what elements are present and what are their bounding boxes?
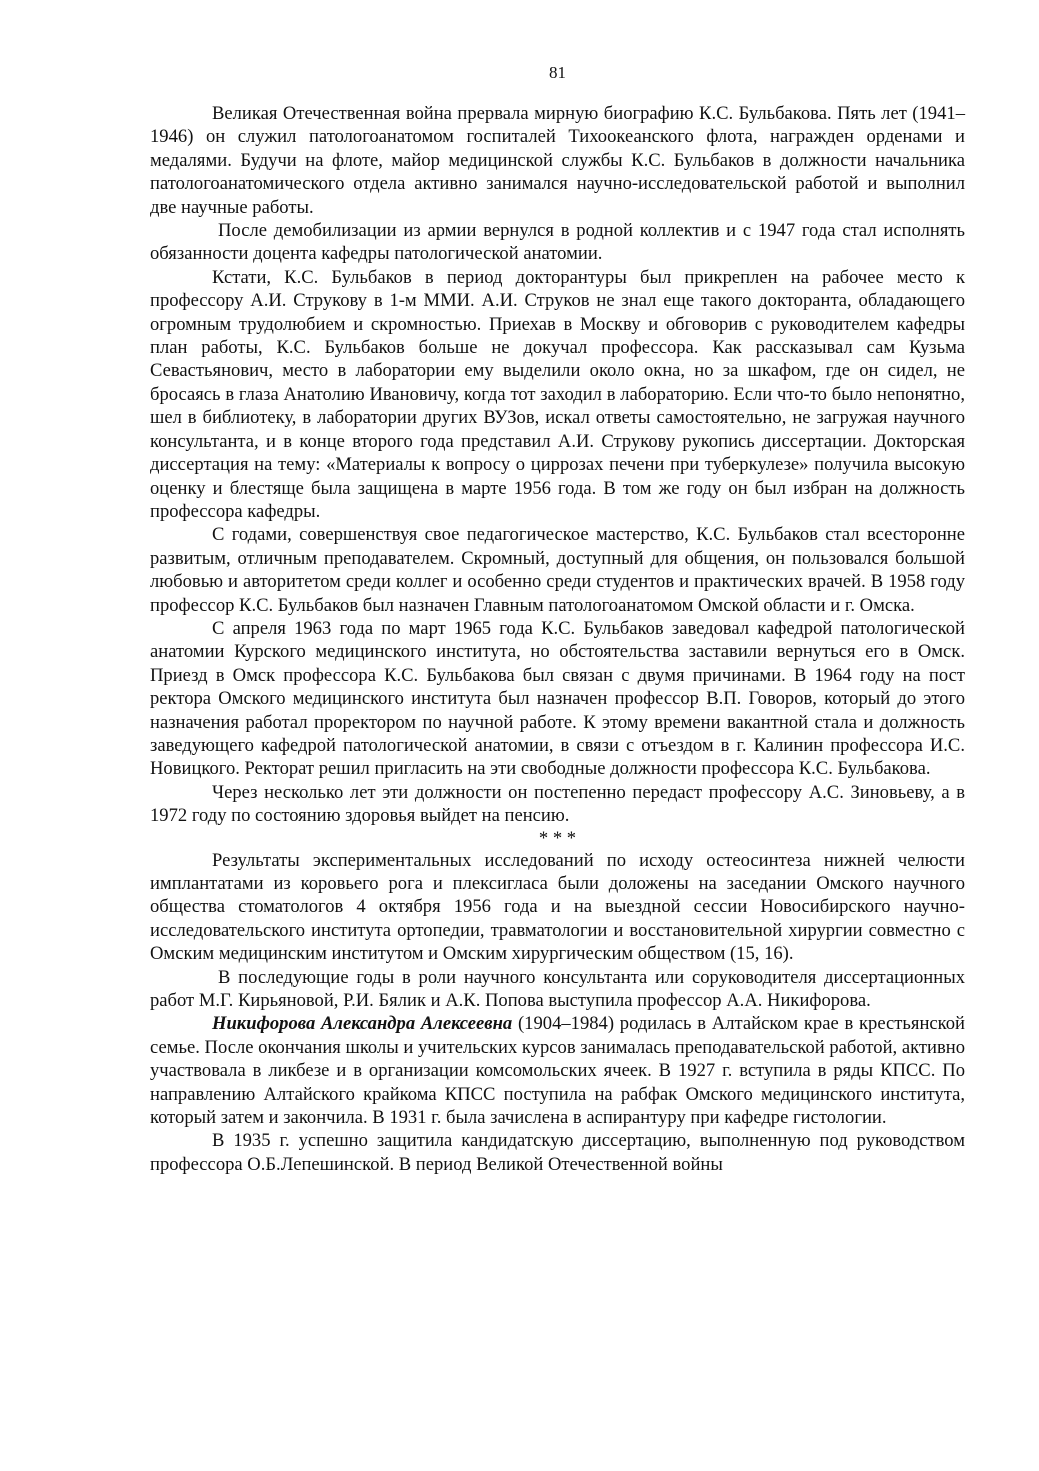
body-text bbox=[150, 102, 965, 1176]
paragraph-kursk: С апреля 1963 года по март 1965 года К.С. Бульбаков заведовал кафедрой патологической анатомии Курского медицинского института, но обстоятельства заставили вернуться его в Омск. Приезд в Омск профессора К.С. Бульбакова был связан с двумя причинами. В 1964 году на пост ректора Омского медицинского института был назначен профессор В.П. Говоров, который до этого назначения работал проректором по научной работе. К этому времени вакантной стала и должность заведующего кафедрой патологической анатомии, в связи с отъездом в г. Калинин профессора И.С. Новицкого. Ректорат решил пригласить на эти свободные должности профессора К.С. Бульбакова. bbox=[150, 617, 965, 780]
paragraph-biography bbox=[150, 1012, 965, 1129]
page-number: 81 bbox=[549, 63, 566, 82]
paragraph-dissertation: В 1935 г. успешно защитила кандидатскую диссертацию, выполненную под руководством профессора О.Б.Лепешинской. В период Великой Отечественной войны bbox=[150, 1130, 965, 1175]
bio-name: Никифорова Александра Алексеевна bbox=[212, 1013, 513, 1035]
paragraph-retirement: Через несколько лет эти должности он постепенно передаст профессору А.С. Зиновьеву, а в 1972 году по состоянию здоровья выйдет на пенсию. bbox=[150, 781, 965, 827]
paragraph-war: Великая Отечественная война прервала мирную биографию К.С. Бульбакова. Пять лет (1941–1946) он служил патологоанатомом госпиталей Тихоокеанского флота, награжден орденами и медалями. Будучи на флоте, майор медицинской службы К.С. Бульбаков в должности начальника патологоанатомического отдела активно занимался научно-исследовательской работой и выполнил две научные работы. bbox=[150, 103, 965, 218]
paragraph-demobilization: После демобилизации из армии вернулся в родной коллектив и с 1947 года стал исполнять обязанности доцента кафедры патологической анатомии. bbox=[150, 220, 965, 265]
bio-text: (1904–1984) родилась в Алтайском крае в крестьянской семье. После окончания школы и учительских курсов занималась преподавательской работой, активно участвовала в ликбезе и в организации комсомольских ячеек. В 1927 г. вступила в ряды КПСС. По направлению Алтайского крайкома КПСС поступила на рабфак Омского медицинского института, который затем и закончила. В 1931 г. была зачислена в аспирантуру при кафедре гистологии. bbox=[150, 1013, 965, 1129]
section-separator: * * * bbox=[538, 827, 577, 849]
paragraph-teaching: С годами, совершенствуя свое педагогическое мастерство, К.С. Бульбаков стал всесторонне развитым, отличным преподавателем. Скромный, доступный для общения, он пользовался большой любовью и авторитетом среди коллег и особенно среди студентов и практических врачей. В 1958 году профессор К.С. Бульбаков был назначен Главным патологоанатомом Омской области и г. Омска. bbox=[150, 524, 965, 616]
paragraph-results: Результаты экспериментальных исследований по исходу остеосинтеза нижней челюсти имплантатами из коровьего рога и плексигласа были доложены на заседании Омского научного общества стоматологов 4 октября 1956 года и на выездной сессии Новосибирского научно-исследовательского института ортопедии, травматологии и восстановительной хирургии совместно с Омским медицинским институтом и Омским хирургическим обществом (15, 16). bbox=[150, 849, 965, 965]
paragraph-consultant: В последующие годы в роли научного консультанта или соруководителя диссертационных работ М.Г. Кирьяновой, Р.И. Бялик и А.К. Попова выступила профессор А.А. Никифорова. bbox=[150, 966, 965, 1012]
paragraph-doctorate: Кстати, К.С. Бульбаков в период докторантуры был прикреплен на рабочее место к профессору А.И. Струкову в 1-м ММИ. А.И. Струков не знал еще такого докторанта, обладающего огромным трудолюбием и скромностью. Приехав в Москву и обговорив с руководителем кафедры план работы, К.С. Бульбаков больше не докучал профессора. Как рассказывал сам Кузьма Севастьянович, место в лаборатории ему выделили около окна, но за шкафом, где он сидел, не бросаясь в глаза Анатолию Ивановичу, когда тот заходил в лабораторию. Если что-то было непонятно, шел в библиотеку, в лаборатории других ВУЗов, искал ответы самостоятельно, не загружая научного консультанта, и в конце второго года представил А.И. Струкову рукопись диссертации. Докторская диссертация на тему: «Материалы к вопросу о циррозах печени при туберкулезе» получила высокую оценку и блестяще была защищена в марте 1956 года. В том же году он был избран на должность профессора кафедры. bbox=[150, 266, 965, 522]
